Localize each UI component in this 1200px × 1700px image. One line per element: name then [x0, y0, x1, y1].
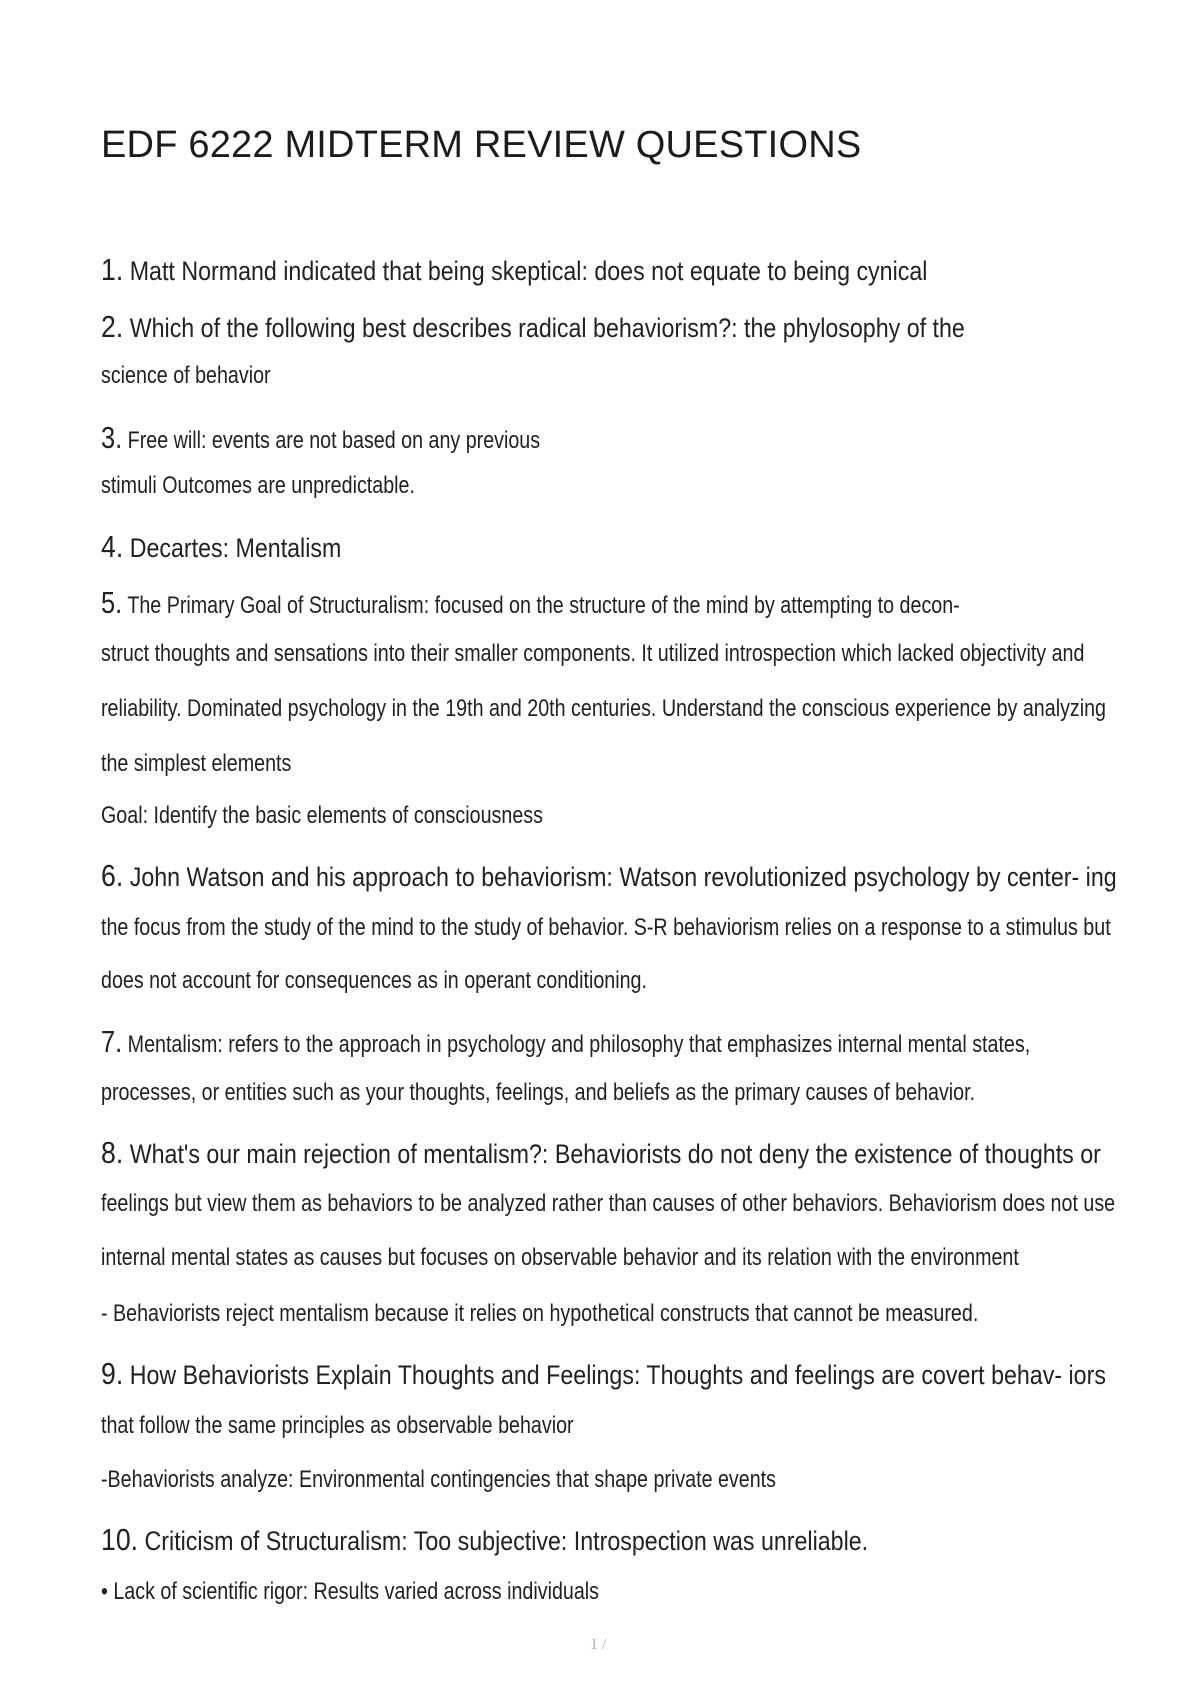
- question-text: Lack of scientific rigor: Results varied across individuals: [113, 1578, 600, 1605]
- question-text: science of behavior: [101, 362, 271, 389]
- question-continuation: [101, 695, 1106, 723]
- question-item: [101, 858, 1117, 894]
- question-text: struct thoughts and sensations into their smaller components. It utilized introspection which lacked objectivity and: [101, 640, 1085, 667]
- question-continuation: [101, 750, 291, 778]
- question-text: feelings but view them as behaviors to be analyzed rather than causes of other behaviors. Behaviorism does not use: [101, 1190, 1116, 1217]
- question-text: reliability. Dominated psychology in the 19th and 20th centuries. Understand the conscious experience by analyzing: [101, 695, 1107, 722]
- question-item: [101, 585, 960, 621]
- question-text: Decartes: Mentalism: [129, 533, 342, 563]
- question-continuation: [101, 640, 1084, 668]
- question-continuation: [101, 802, 543, 830]
- question-number: 2.: [101, 309, 124, 344]
- question-item: [101, 1522, 868, 1558]
- question-continuation: [101, 1244, 1019, 1272]
- question-continuation: [101, 472, 415, 500]
- question-continuation: [101, 1190, 1115, 1218]
- question-item: [101, 1024, 1030, 1060]
- question-text: What's our main rejection of mentalism?: Behaviorists do not deny the existence of thoughts or: [129, 1139, 1101, 1169]
- question-text: Free will: events are not based on any previous: [127, 427, 541, 454]
- question-text: Criticism of Structuralism: Too subjective: Introspection was unreliable.: [144, 1526, 869, 1556]
- question-text: Goal: Identify the basic elements of consciousness: [101, 802, 543, 829]
- question-continuation: [101, 362, 271, 390]
- question-number: 9.: [101, 1356, 124, 1391]
- question-text: Matt Normand indicated that being skeptical: does not equate to being cynical: [129, 256, 928, 286]
- question-item: [101, 309, 965, 345]
- question-text: that follow the same principles as observable behavior: [101, 1412, 574, 1439]
- question-text: processes, or entities such as your thoughts, feelings, and beliefs as the primary causes of behavior.: [101, 1079, 976, 1106]
- question-number: 5.: [101, 585, 123, 620]
- question-continuation: [101, 1466, 776, 1494]
- question-item: [101, 1356, 1106, 1392]
- question-text: the simplest elements: [101, 750, 292, 777]
- question-continuation: [101, 1079, 975, 1107]
- question-item: [101, 252, 927, 288]
- question-text: The Primary Goal of Structuralism: focused on the structure of the mind by attempting to decon-: [127, 592, 960, 619]
- question-number: 3.: [101, 420, 123, 455]
- question-text: Which of the following best describes radical behaviorism?: the phylosophy of the: [129, 313, 965, 343]
- question-number: 1.: [101, 252, 124, 287]
- question-number: 6.: [101, 858, 124, 893]
- question-continuation: [101, 1412, 574, 1440]
- question-text: John Watson and his approach to behaviorism: Watson revolutionized psychology by center- ing: [129, 862, 1117, 892]
- question-text: Mentalism: refers to the approach in psychology and philosophy that emphasizes internal mental states,: [127, 1031, 1031, 1058]
- question-text: does not account for consequences as in operant conditioning.: [101, 967, 647, 994]
- question-item: [101, 1135, 1101, 1171]
- question-item: [101, 529, 341, 565]
- question-text: -Behaviorists analyze: Environmental contingencies that shape private events: [101, 1466, 776, 1493]
- question-continuation: [101, 1300, 978, 1328]
- question-text: How Behaviorists Explain Thoughts and Feelings: Thoughts and feelings are covert behav- iors: [129, 1360, 1106, 1390]
- question-item: [101, 1578, 599, 1606]
- question-continuation: [101, 914, 1111, 942]
- bullet-icon: •: [101, 1578, 108, 1605]
- question-text: internal mental states as causes but focuses on observable behavior and its relation with the environment: [101, 1244, 1019, 1271]
- question-number: 7.: [101, 1024, 123, 1059]
- question-number: 10.: [101, 1522, 139, 1557]
- page-title: EDF 6222 MIDTERM REVIEW QUESTIONS: [101, 124, 862, 166]
- question-number: 8.: [101, 1135, 124, 1170]
- page-number: 1 /: [590, 1636, 607, 1653]
- question-continuation: [101, 967, 647, 995]
- question-number: 4.: [101, 529, 124, 564]
- question-text: stimuli Outcomes are unpredictable.: [101, 472, 415, 499]
- question-text: the focus from the study of the mind to the study of behavior. S-R behaviorism relies on a response to a stimulus but: [101, 914, 1111, 941]
- question-text: - Behaviorists reject mentalism because it relies on hypothetical constructs that cannot be measured.: [101, 1300, 979, 1327]
- question-item: [101, 420, 540, 456]
